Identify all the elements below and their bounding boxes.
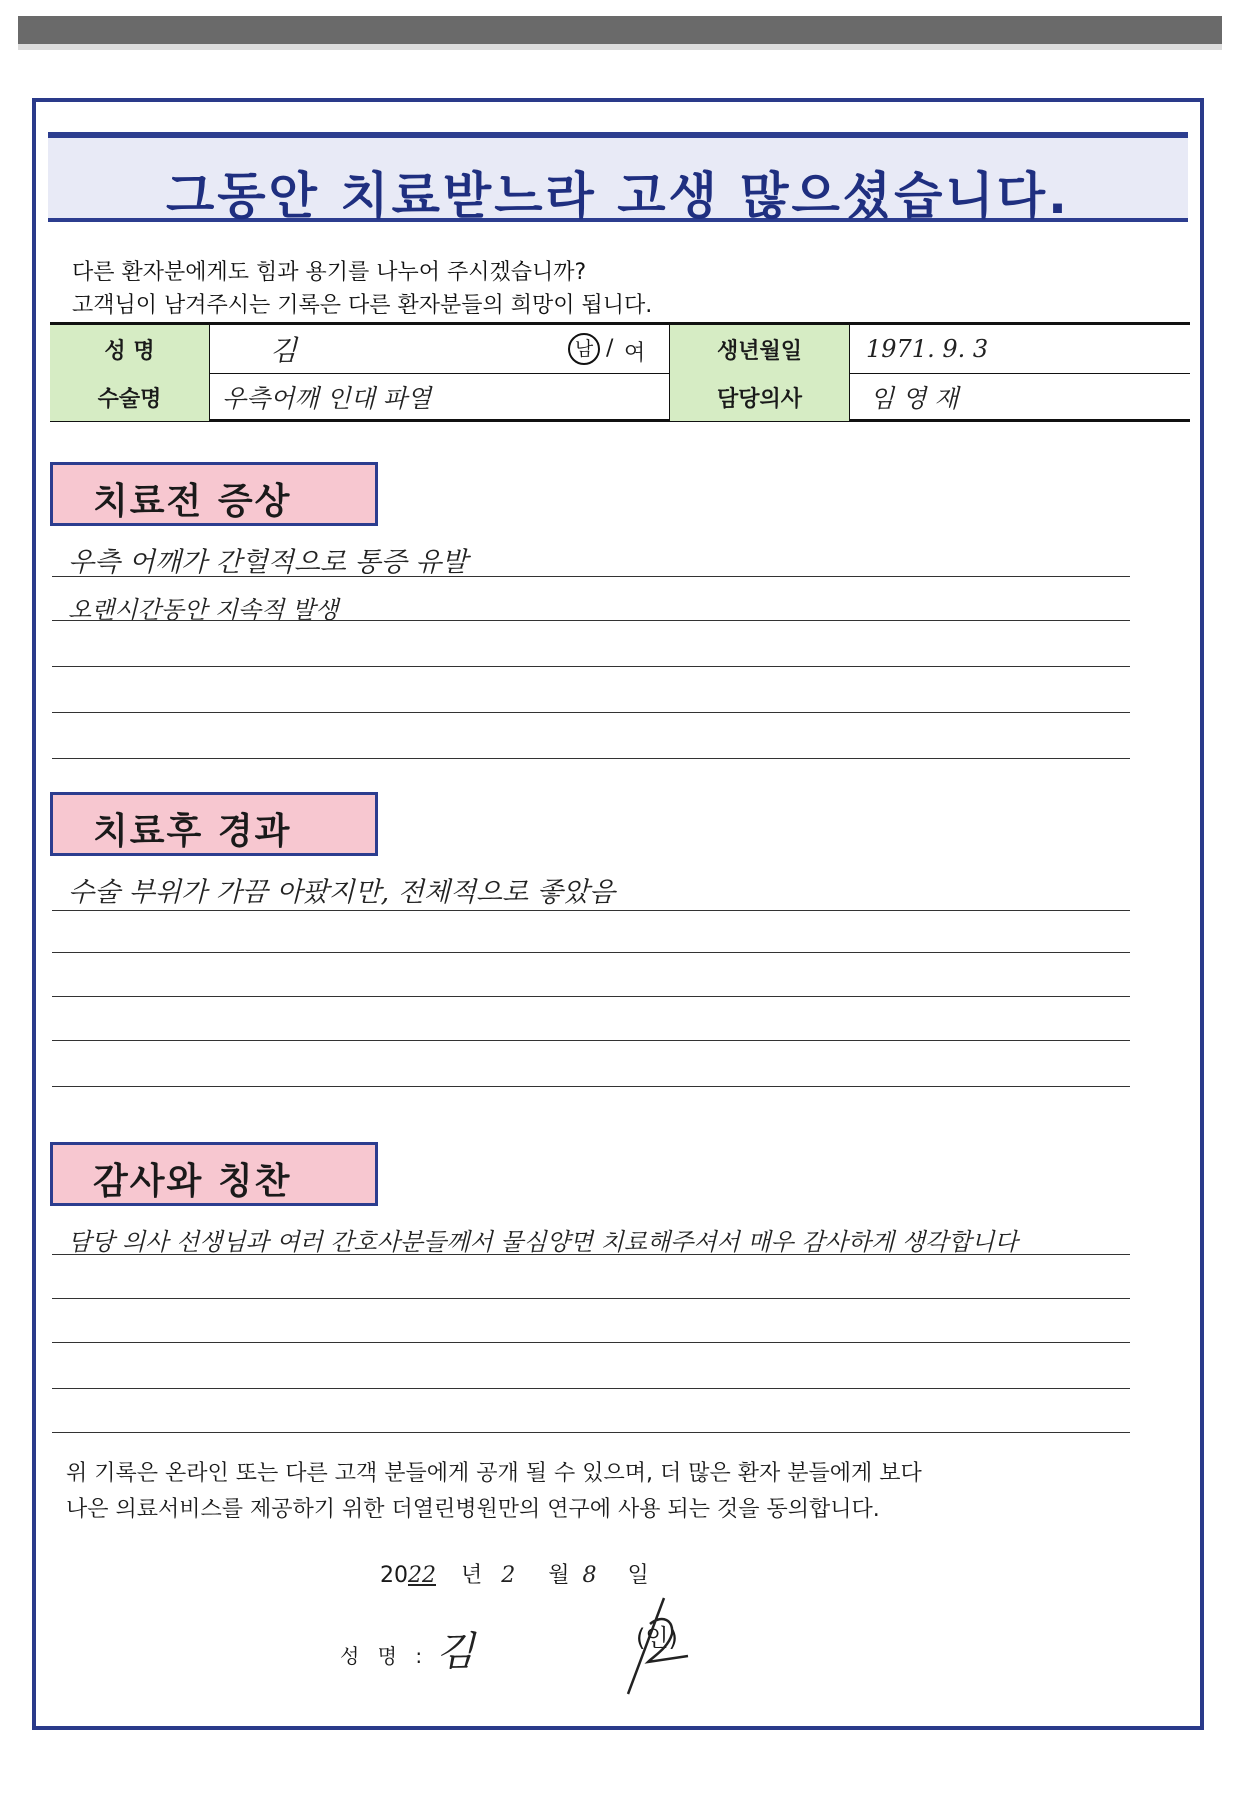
date-line — [380, 1558, 649, 1589]
doctor-label: 담당의사 — [670, 373, 850, 421]
birth-cell — [850, 325, 1190, 373]
thanks-rule-5 — [52, 1432, 1130, 1433]
surgery-value: 우측어깨 인대 파열 — [222, 384, 432, 413]
page-title: 그동안 치료받느라 고생 많으셨습니다. — [165, 167, 1070, 225]
doctor-value: 임 영 재 — [870, 384, 959, 413]
consent-line-2: 나은 의료서비스를 제공하기 위한 더열린병원만의 연구에 사용 되는 것을 동의합니다. — [66, 1497, 880, 1522]
thanks-rule-4 — [52, 1388, 1130, 1389]
thanks-rule-1 — [52, 1254, 1130, 1255]
after-rule-1 — [52, 910, 1130, 911]
info-row-2 — [50, 373, 1190, 421]
scan-top-bar — [18, 16, 1222, 44]
signature-label: 성 명 : — [340, 1644, 429, 1668]
thanks-header — [50, 1142, 378, 1206]
after-rule-4 — [52, 1040, 1130, 1041]
after-line-1: 수술 부위가 가끔 아팠지만, 전체적으로 좋았음 — [68, 877, 616, 908]
before-line-2: 오랜시간동안 지속적 발생 — [68, 596, 339, 624]
before-rule-1 — [52, 576, 1130, 577]
gender-female: 여 — [624, 341, 646, 366]
intro-line-1: 다른 환자분에게도 힘과 용기를 나누어 주시겠습니까? — [72, 260, 587, 285]
surgery-label: 수술명 — [50, 373, 210, 421]
consent-line-1: 위 기록은 온라인 또는 다른 고객 분들에게 공개 될 수 있으며, 더 많은 환자 분들에게 보다 — [66, 1461, 922, 1486]
thanks-header-text: 감사와 칭찬 — [93, 1161, 292, 1202]
birth-value: 1971. 9. 3 — [866, 335, 989, 363]
gender-male-circled: 남 — [568, 333, 600, 365]
after-header-text: 치료후 경과 — [93, 811, 292, 852]
before-header — [50, 462, 378, 526]
before-rule-3 — [52, 666, 1130, 667]
after-header — [50, 792, 378, 856]
thanks-rule-3 — [52, 1342, 1130, 1343]
intro-line-2: 고객님이 남겨주시는 기록은 다른 환자분들의 희망이 됩니다. — [72, 293, 653, 318]
before-rule-2 — [52, 620, 1130, 621]
birth-label: 생년월일 — [670, 325, 850, 373]
signature-name: 김 — [436, 1629, 475, 1675]
year-prefix: 20 — [380, 1563, 408, 1588]
thanks-line-1: 담당 의사 선생님과 여러 간호사분들께서 물심양면 치료해주셔서 매우 감사하게 생각합니다 — [68, 1228, 1018, 1256]
name-value: 김 — [270, 334, 298, 367]
name-cell — [210, 325, 670, 373]
patient-info-table — [50, 322, 1190, 422]
title-band — [48, 132, 1188, 225]
before-line-1: 우측 어깨가 간헐적으로 통증 유발 — [68, 547, 468, 578]
before-rule-4 — [52, 712, 1130, 713]
month-value: 2 — [501, 1563, 516, 1588]
after-rule-5 — [52, 1086, 1130, 1087]
year-label: 년 — [461, 1563, 483, 1588]
day-label: 일 — [627, 1563, 649, 1588]
after-rule-2 — [52, 952, 1130, 953]
before-rule-5 — [52, 758, 1130, 759]
doctor-cell — [850, 373, 1190, 421]
month-label: 월 — [548, 1563, 570, 1588]
gender-sep: / — [606, 336, 614, 361]
after-rule-3 — [52, 996, 1130, 997]
year-hand: 22 — [408, 1563, 436, 1588]
day-value: 8 — [582, 1563, 597, 1588]
handwritten-signature — [618, 1590, 698, 1700]
thanks-rule-2 — [52, 1298, 1130, 1299]
info-row-1 — [50, 325, 1190, 374]
surgery-cell — [210, 373, 670, 421]
seal-mark: (인) — [636, 1624, 678, 1652]
name-label: 성 명 — [50, 325, 210, 373]
scan-top-shadow — [18, 44, 1222, 50]
before-header-text: 치료전 증상 — [93, 481, 292, 522]
